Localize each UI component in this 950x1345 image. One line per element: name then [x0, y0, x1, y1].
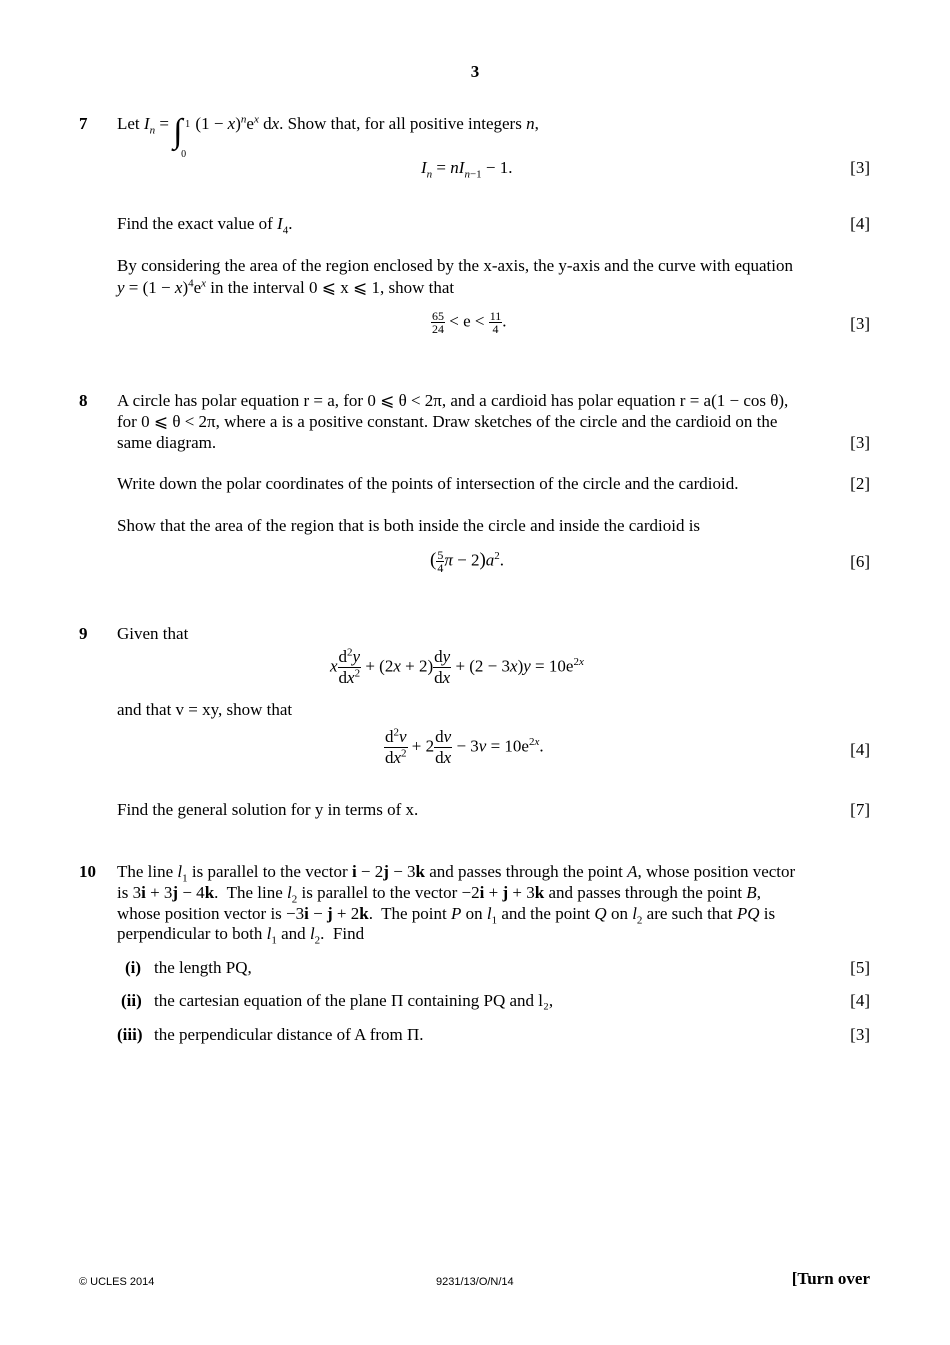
differential-equation-1: x $\frac{d^2y}{dx^2}$ + (2x + 2) $\frac{dy}{dx}$ + $(2 - 3x)y = 10e^{2x}$ — [330, 646, 584, 687]
question-8-show: Show that the area of the region that is both inside the circle and inside the cardioid is — [117, 516, 701, 535]
question-10-number: 10 — [79, 862, 96, 881]
show-text: Show that, for all positive integers — [287, 114, 522, 133]
part-ii-label: (ii) — [121, 991, 142, 1010]
differential-equation-2: $\frac{d^2v}{dx^2}$ + 2 $\frac{dv}{dx}$ − $3v = 10e^{2x}$. — [385, 726, 544, 767]
question-7-find: Find the exact value of $I_4$. — [117, 214, 293, 237]
turn-over: [Turn over — [791, 1269, 870, 1288]
mark-10i: [5] — [850, 958, 870, 977]
part-i-label: (i) — [125, 958, 142, 977]
mark-7b: [4] — [850, 214, 870, 233]
question-8-line2: for 0 ⩽ θ < 2π, where a is a positive constant. Draw sketches of the circle and the cardioid on the — [117, 412, 778, 431]
question-10-line3: whose position vector is −3i − j + 2k. The point P on $l_1$ and the point Q on $l_2$ are such that PQ is — [117, 904, 776, 927]
question-7-number: 7 — [79, 114, 88, 133]
question-8-line1: A circle has polar equation r = a, for 0 ⩽ θ < 2π, and a cardioid has polar equation r = a(1 − cos θ), — [117, 391, 789, 410]
question-9-find: Find the general solution for y in terms of x. — [117, 800, 419, 819]
mark-9b: [7] — [850, 800, 870, 819]
question-7-intro: Let $I_n$ = ∫ 1 0 $(1 - x)^ne^x$ dx. Show that, for all positive integers n, — [117, 113, 539, 160]
area-expression: ( $\frac{5}{4}$ $\pi - 2)a^2$. — [430, 548, 505, 575]
mark-7a: [3] — [850, 158, 870, 177]
question-7-consider: By considering the area of the region enclosed by the x-axis, the y-axis and the curve with equation — [117, 256, 794, 275]
question-9-number: 9 — [79, 624, 88, 643]
mark-9a: [4] — [850, 740, 870, 759]
let-text: Let — [117, 114, 140, 133]
question-9-given: Given that — [117, 624, 189, 643]
mark-8a: [3] — [850, 433, 870, 452]
part-i-text: the length PQ, — [154, 958, 252, 977]
question-9-and-that: and that v = xy, show that — [117, 700, 293, 719]
mark-7c: [3] — [850, 314, 870, 333]
inequality: $\frac{65}{24}$ < e < $\frac{11}{4}$ . — [432, 309, 507, 336]
recurrence-equation: $I_n = nI_{n-1} - 1$. — [421, 158, 513, 181]
question-7-curve: $y = (1 - x)^4e^x$ in the interval 0 ⩽ x ⩽ 1, show that — [117, 277, 455, 297]
mark-8c: [6] — [850, 552, 870, 571]
footer-code: 9231/13/O/N/14 — [436, 1276, 514, 1288]
page-number: 3 — [470, 62, 480, 81]
question-10-line2: is 3i + 3j − 4k. The line $l_2$ is parallel to the vector −2i + j + 3k and passes through the point B, — [117, 883, 761, 906]
question-10-line1: The line $l_1$ is parallel to the vector i − 2j − 3k and passes through the point A, whose position vector — [117, 862, 796, 885]
mark-10iii: [3] — [850, 1025, 870, 1044]
part-iii-text: the perpendicular distance of A from Π. — [154, 1025, 424, 1044]
mark-8b: [2] — [850, 474, 870, 493]
part-ii-text: the cartesian equation of the plane Π containing PQ and l₂, — [154, 991, 554, 1010]
question-10-line4: perpendicular to both $l_1$ and $l_2$. Find — [117, 924, 365, 947]
part-iii-label: (iii) — [117, 1025, 143, 1044]
question-8-number: 8 — [79, 391, 88, 410]
footer-copyright: © UCLES 2014 — [79, 1276, 155, 1288]
mark-10ii: [4] — [850, 991, 870, 1010]
question-8-write: Write down the polar coordinates of the points of intersection of the circle and the cardioid. — [117, 474, 739, 493]
question-8-line3: same diagram. — [117, 433, 217, 452]
